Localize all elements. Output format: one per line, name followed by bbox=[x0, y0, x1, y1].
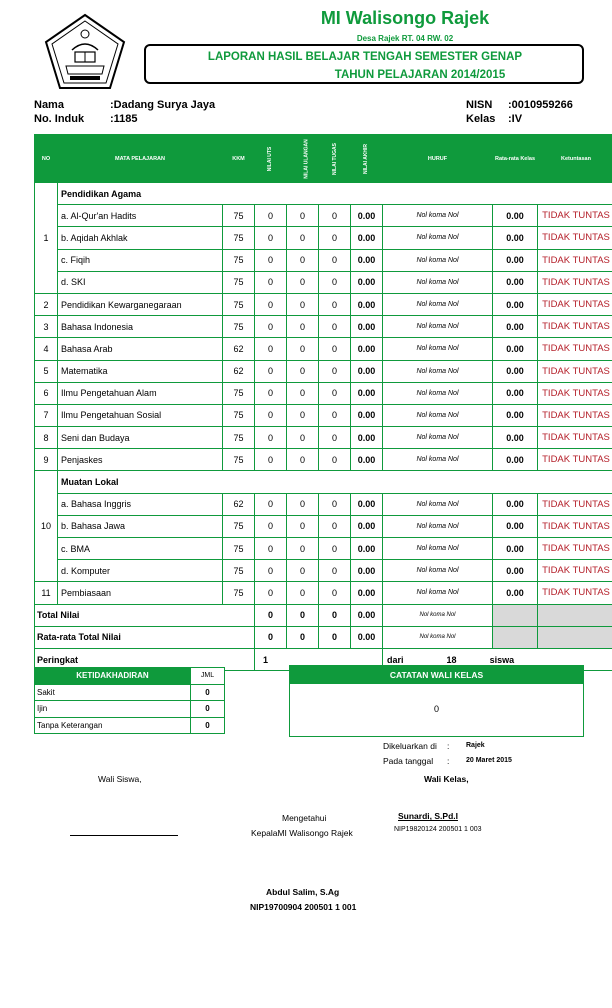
kkm-value: 75 bbox=[223, 404, 255, 426]
tugas-value: 0 bbox=[319, 538, 351, 560]
nisn-value: :0010959266 bbox=[508, 99, 573, 111]
total-row bbox=[35, 604, 612, 626]
completion-status: TIDAK TUNTAS bbox=[538, 316, 612, 338]
average-status-empty bbox=[538, 626, 612, 648]
col-ulangan: NILAI ULANGAN bbox=[287, 135, 319, 183]
know-label: Mengetahui bbox=[282, 813, 327, 823]
uts-value: 0 bbox=[255, 404, 287, 426]
tugas-value: 0 bbox=[319, 360, 351, 382]
uts-value: 0 bbox=[255, 515, 287, 537]
tugas-value: 0 bbox=[319, 338, 351, 360]
group-title: Pendidikan Agama bbox=[58, 183, 612, 205]
class-average: 0.00 bbox=[493, 382, 538, 404]
completion-status: TIDAK TUNTAS bbox=[538, 449, 612, 471]
ulangan-value: 0 bbox=[287, 360, 319, 382]
class-average: 0.00 bbox=[493, 338, 538, 360]
ulangan-value: 0 bbox=[287, 205, 319, 227]
teacher-notes bbox=[289, 665, 584, 737]
score-words: Nol koma Nol bbox=[383, 205, 493, 227]
kkm-value: 75 bbox=[223, 582, 255, 604]
teacher-label: Wali Kelas, bbox=[424, 774, 469, 784]
head-name: Abdul Salim, S.Ag bbox=[266, 887, 340, 897]
class-average: 0.00 bbox=[493, 427, 538, 449]
kkm-value: 75 bbox=[223, 316, 255, 338]
total-ulangan: 0 bbox=[287, 604, 319, 626]
class-average: 0.00 bbox=[493, 360, 538, 382]
col-no: NO bbox=[35, 135, 58, 183]
subject-name: a. Bahasa Inggris bbox=[58, 493, 223, 515]
kkm-value: 75 bbox=[223, 205, 255, 227]
tugas-value: 0 bbox=[319, 293, 351, 315]
subject-name: Matematika bbox=[58, 360, 223, 382]
score-words: Nol koma Nol bbox=[383, 560, 493, 582]
ulangan-value: 0 bbox=[287, 515, 319, 537]
tugas-value: 0 bbox=[319, 271, 351, 293]
completion-status: TIDAK TUNTAS bbox=[538, 493, 612, 515]
table-header-row bbox=[35, 135, 612, 183]
subject-name: b. Bahasa Jawa bbox=[58, 515, 223, 537]
induk-value: :1185 bbox=[110, 113, 138, 125]
row-number: 4 bbox=[35, 338, 58, 360]
uts-value: 0 bbox=[255, 293, 287, 315]
table-row bbox=[35, 560, 612, 582]
uts-value: 0 bbox=[255, 360, 287, 382]
class-average: 0.00 bbox=[493, 316, 538, 338]
final-score: 0.00 bbox=[351, 271, 383, 293]
table-row bbox=[35, 427, 612, 449]
completion-status: TIDAK TUNTAS bbox=[538, 293, 612, 315]
row-number: 10 bbox=[35, 471, 58, 582]
class-average: 0.00 bbox=[493, 560, 538, 582]
table-row bbox=[35, 404, 612, 426]
average-label: Rata-rata Total Nilai bbox=[35, 626, 255, 648]
kelas-value: :IV bbox=[508, 113, 523, 125]
parent-signature-line bbox=[70, 835, 178, 836]
completion-status: TIDAK TUNTAS bbox=[538, 205, 612, 227]
uts-value: 0 bbox=[255, 449, 287, 471]
uts-value: 0 bbox=[255, 538, 287, 560]
completion-status: TIDAK TUNTAS bbox=[538, 338, 612, 360]
final-score: 0.00 bbox=[351, 316, 383, 338]
class-average: 0.00 bbox=[493, 249, 538, 271]
class-average: 0.00 bbox=[493, 582, 538, 604]
col-akhir: NILAI AKHIR bbox=[351, 135, 383, 183]
attendance-value: 0 bbox=[191, 717, 225, 734]
col-status: Ketuntasan bbox=[538, 135, 612, 183]
table-row bbox=[35, 205, 612, 227]
uts-value: 0 bbox=[255, 582, 287, 604]
completion-status: TIDAK TUNTAS bbox=[538, 538, 612, 560]
issued-colon: : bbox=[447, 741, 450, 751]
uts-value: 0 bbox=[255, 205, 287, 227]
col-avg: Rata-rata Kelas bbox=[493, 135, 538, 183]
subject-name: Ilmu Pengetahuan Sosial bbox=[58, 404, 223, 426]
table-row bbox=[35, 382, 612, 404]
col-subject: MATA PELAJARAN bbox=[58, 135, 223, 183]
row-number: 6 bbox=[35, 382, 58, 404]
rank-siswa: siswa bbox=[489, 654, 515, 665]
subject-name: a. Al-Qur'an Hadits bbox=[58, 205, 223, 227]
subject-name: Pendidikan Kewarganegaraan bbox=[58, 293, 223, 315]
school-address: Desa Rajek RT. 04 RW. 02 bbox=[356, 34, 454, 43]
kkm-value: 75 bbox=[223, 560, 255, 582]
table-row bbox=[35, 227, 612, 249]
ulangan-value: 0 bbox=[287, 382, 319, 404]
notes-title: CATATAN WALI KELAS bbox=[290, 666, 583, 684]
class-average: 0.00 bbox=[493, 293, 538, 315]
ulangan-value: 0 bbox=[287, 582, 319, 604]
subject-name: b. Aqidah Akhlak bbox=[58, 227, 223, 249]
table-row bbox=[35, 271, 612, 293]
kkm-value: 75 bbox=[223, 249, 255, 271]
row-number: 11 bbox=[35, 582, 58, 604]
col-tugas: NILAI TUGAS bbox=[319, 135, 351, 183]
induk-label: No. Induk bbox=[34, 113, 85, 125]
class-average: 0.00 bbox=[493, 538, 538, 560]
subject-name: Ilmu Pengetahuan Alam bbox=[58, 382, 223, 404]
score-words: Nol koma Nol bbox=[383, 249, 493, 271]
final-score: 0.00 bbox=[351, 582, 383, 604]
attendance-row bbox=[35, 717, 225, 734]
average-tugas: 0 bbox=[319, 626, 351, 648]
uts-value: 0 bbox=[255, 427, 287, 449]
table-row bbox=[35, 293, 612, 315]
row-number: 5 bbox=[35, 360, 58, 382]
attendance-row bbox=[35, 684, 225, 701]
row-number: 1 bbox=[35, 183, 58, 294]
attendance-jml: JML bbox=[191, 668, 225, 685]
uts-value: 0 bbox=[255, 227, 287, 249]
subject-name: Bahasa Indonesia bbox=[58, 316, 223, 338]
score-words: Nol koma Nol bbox=[383, 382, 493, 404]
score-words: Nol koma Nol bbox=[383, 493, 493, 515]
subject-name: c. Fiqih bbox=[58, 249, 223, 271]
ulangan-value: 0 bbox=[287, 338, 319, 360]
uts-value: 0 bbox=[255, 493, 287, 515]
completion-status: TIDAK TUNTAS bbox=[538, 515, 612, 537]
uts-value: 0 bbox=[255, 560, 287, 582]
score-words: Nol koma Nol bbox=[383, 427, 493, 449]
rank-dari: dari bbox=[387, 654, 404, 665]
class-average: 0.00 bbox=[493, 205, 538, 227]
tugas-value: 0 bbox=[319, 493, 351, 515]
kkm-value: 75 bbox=[223, 515, 255, 537]
class-average: 0.00 bbox=[493, 449, 538, 471]
score-words: Nol koma Nol bbox=[383, 449, 493, 471]
score-words: Nol koma Nol bbox=[383, 316, 493, 338]
attendance-value: 0 bbox=[191, 684, 225, 701]
average-uts: 0 bbox=[255, 626, 287, 648]
kkm-value: 75 bbox=[223, 271, 255, 293]
ulangan-value: 0 bbox=[287, 404, 319, 426]
tugas-value: 0 bbox=[319, 382, 351, 404]
attendance-value: 0 bbox=[191, 701, 225, 718]
ulangan-value: 0 bbox=[287, 271, 319, 293]
school-emblem bbox=[42, 12, 128, 94]
row-number: 7 bbox=[35, 404, 58, 426]
subject-name: Bahasa Arab bbox=[58, 338, 223, 360]
uts-value: 0 bbox=[255, 338, 287, 360]
attendance-row bbox=[35, 701, 225, 718]
uts-value: 0 bbox=[255, 249, 287, 271]
report-title: LAPORAN HASIL BELAJAR TENGAH SEMESTER GENAP bbox=[207, 51, 523, 63]
class-average: 0.00 bbox=[493, 493, 538, 515]
completion-status: TIDAK TUNTAS bbox=[538, 404, 612, 426]
kkm-value: 75 bbox=[223, 538, 255, 560]
final-score: 0.00 bbox=[351, 427, 383, 449]
notes-value: 0 bbox=[433, 704, 439, 714]
completion-status: TIDAK TUNTAS bbox=[538, 227, 612, 249]
table-row bbox=[35, 338, 612, 360]
attendance-label: Tanpa Keterangan bbox=[35, 717, 191, 734]
total-label: Total Nilai bbox=[35, 604, 255, 626]
rank-count: 18 bbox=[446, 654, 457, 665]
subject-name: Penjaskes bbox=[58, 449, 223, 471]
final-score: 0.00 bbox=[351, 205, 383, 227]
average-akhir: 0.00 bbox=[351, 626, 383, 648]
score-words: Nol koma Nol bbox=[383, 293, 493, 315]
name-value: :Dadang Surya Jaya bbox=[110, 99, 216, 111]
score-words: Nol koma Nol bbox=[383, 404, 493, 426]
total-status-empty bbox=[538, 604, 612, 626]
kkm-value: 75 bbox=[223, 427, 255, 449]
completion-status: TIDAK TUNTAS bbox=[538, 560, 612, 582]
completion-status: TIDAK TUNTAS bbox=[538, 360, 612, 382]
head-nip: NIP19700904 200501 1 001 bbox=[250, 902, 357, 912]
kkm-value: 62 bbox=[223, 338, 255, 360]
tugas-value: 0 bbox=[319, 205, 351, 227]
average-huruf: Nol koma Nol bbox=[383, 626, 493, 648]
date-colon: : bbox=[447, 756, 450, 766]
issued-label: Dikeluarkan di bbox=[383, 741, 437, 751]
ulangan-value: 0 bbox=[287, 538, 319, 560]
average-avg-empty bbox=[493, 626, 538, 648]
subject-name: c. BMA bbox=[58, 538, 223, 560]
attendance-label: Ijin bbox=[35, 701, 191, 718]
tugas-value: 0 bbox=[319, 560, 351, 582]
score-words: Nol koma Nol bbox=[383, 582, 493, 604]
col-uts: NILAI UTS bbox=[255, 135, 287, 183]
table-row bbox=[35, 515, 612, 537]
group-row bbox=[35, 183, 612, 205]
date-label: Pada tanggal bbox=[383, 756, 434, 766]
score-words: Nol koma Nol bbox=[383, 271, 493, 293]
score-words: Nol koma Nol bbox=[383, 515, 493, 537]
attendance-table bbox=[34, 667, 225, 734]
final-score: 0.00 bbox=[351, 227, 383, 249]
tugas-value: 0 bbox=[319, 227, 351, 249]
final-score: 0.00 bbox=[351, 382, 383, 404]
total-tugas: 0 bbox=[319, 604, 351, 626]
average-row bbox=[35, 626, 612, 648]
date-value: 20 Maret 2015 bbox=[466, 757, 512, 764]
ulangan-value: 0 bbox=[287, 293, 319, 315]
final-score: 0.00 bbox=[351, 493, 383, 515]
table-row bbox=[35, 249, 612, 271]
col-kkm: KKM bbox=[223, 135, 255, 183]
row-number: 9 bbox=[35, 449, 58, 471]
final-score: 0.00 bbox=[351, 560, 383, 582]
tugas-value: 0 bbox=[319, 404, 351, 426]
ulangan-value: 0 bbox=[287, 316, 319, 338]
class-average: 0.00 bbox=[493, 271, 538, 293]
final-score: 0.00 bbox=[351, 360, 383, 382]
uts-value: 0 bbox=[255, 271, 287, 293]
total-avg-empty bbox=[493, 604, 538, 626]
kkm-value: 75 bbox=[223, 293, 255, 315]
completion-status: TIDAK TUNTAS bbox=[538, 427, 612, 449]
ulangan-value: 0 bbox=[287, 249, 319, 271]
final-score: 0.00 bbox=[351, 404, 383, 426]
completion-status: TIDAK TUNTAS bbox=[538, 382, 612, 404]
completion-status: TIDAK TUNTAS bbox=[538, 582, 612, 604]
kkm-value: 62 bbox=[223, 493, 255, 515]
score-words: Nol koma Nol bbox=[383, 338, 493, 360]
tugas-value: 0 bbox=[319, 449, 351, 471]
ulangan-value: 0 bbox=[287, 560, 319, 582]
issued-value: Rajek bbox=[466, 742, 485, 749]
teacher-nip: NIP19820124 200501 1 003 bbox=[394, 826, 482, 833]
subject-name: d. SKI bbox=[58, 271, 223, 293]
rank-value: 1 bbox=[255, 648, 383, 670]
row-number: 2 bbox=[35, 293, 58, 315]
row-number: 8 bbox=[35, 427, 58, 449]
total-huruf: Nol koma Nol bbox=[383, 604, 493, 626]
table-row bbox=[35, 493, 612, 515]
ulangan-value: 0 bbox=[287, 449, 319, 471]
total-uts: 0 bbox=[255, 604, 287, 626]
subject-name: Pembiasaan bbox=[58, 582, 223, 604]
head-label: KepalaMI Walisongo Rajek bbox=[251, 828, 353, 838]
uts-value: 0 bbox=[255, 316, 287, 338]
final-score: 0.00 bbox=[351, 538, 383, 560]
parent-label: Wali Siswa, bbox=[98, 774, 142, 784]
final-score: 0.00 bbox=[351, 249, 383, 271]
group-row bbox=[35, 471, 612, 493]
table-row bbox=[35, 316, 612, 338]
uts-value: 0 bbox=[255, 382, 287, 404]
ulangan-value: 0 bbox=[287, 493, 319, 515]
rank-label: Peringkat bbox=[35, 648, 255, 670]
score-words: Nol koma Nol bbox=[383, 227, 493, 249]
score-words: Nol koma Nol bbox=[383, 360, 493, 382]
completion-status: TIDAK TUNTAS bbox=[538, 249, 612, 271]
kkm-value: 75 bbox=[223, 382, 255, 404]
tugas-value: 0 bbox=[319, 427, 351, 449]
subject-name: d. Komputer bbox=[58, 560, 223, 582]
ulangan-value: 0 bbox=[287, 227, 319, 249]
completion-status: TIDAK TUNTAS bbox=[538, 271, 612, 293]
attendance-label: Sakit bbox=[35, 684, 191, 701]
tugas-value: 0 bbox=[319, 249, 351, 271]
kelas-label: Kelas bbox=[466, 113, 496, 125]
kkm-value: 75 bbox=[223, 227, 255, 249]
tugas-value: 0 bbox=[319, 515, 351, 537]
final-score: 0.00 bbox=[351, 293, 383, 315]
table-row bbox=[35, 360, 612, 382]
school-name: MI Walisongo Rajek bbox=[320, 8, 490, 28]
ulangan-value: 0 bbox=[287, 427, 319, 449]
kkm-value: 75 bbox=[223, 449, 255, 471]
class-average: 0.00 bbox=[493, 227, 538, 249]
score-words: Nol koma Nol bbox=[383, 538, 493, 560]
final-score: 0.00 bbox=[351, 449, 383, 471]
name-label: Nama bbox=[34, 99, 64, 111]
tugas-value: 0 bbox=[319, 582, 351, 604]
group-title: Muatan Lokal bbox=[58, 471, 612, 493]
class-average: 0.00 bbox=[493, 404, 538, 426]
col-huruf: HURUF bbox=[383, 135, 493, 183]
academic-year: TAHUN PELAJARAN 2014/2015 bbox=[334, 69, 506, 81]
table-row bbox=[35, 538, 612, 560]
tugas-value: 0 bbox=[319, 316, 351, 338]
table-row bbox=[35, 449, 612, 471]
nisn-label: NISN bbox=[466, 99, 493, 111]
grades-table bbox=[34, 134, 612, 671]
final-score: 0.00 bbox=[351, 515, 383, 537]
average-ulangan: 0 bbox=[287, 626, 319, 648]
class-average: 0.00 bbox=[493, 515, 538, 537]
kkm-value: 62 bbox=[223, 360, 255, 382]
attendance-title: KETIDAKHADIRAN bbox=[35, 668, 191, 685]
table-row bbox=[35, 582, 612, 604]
teacher-name: Sunardi, S.Pd.I bbox=[398, 811, 458, 821]
final-score: 0.00 bbox=[351, 338, 383, 360]
subject-name: Seni dan Budaya bbox=[58, 427, 223, 449]
row-number: 3 bbox=[35, 316, 58, 338]
total-akhir: 0.00 bbox=[351, 604, 383, 626]
